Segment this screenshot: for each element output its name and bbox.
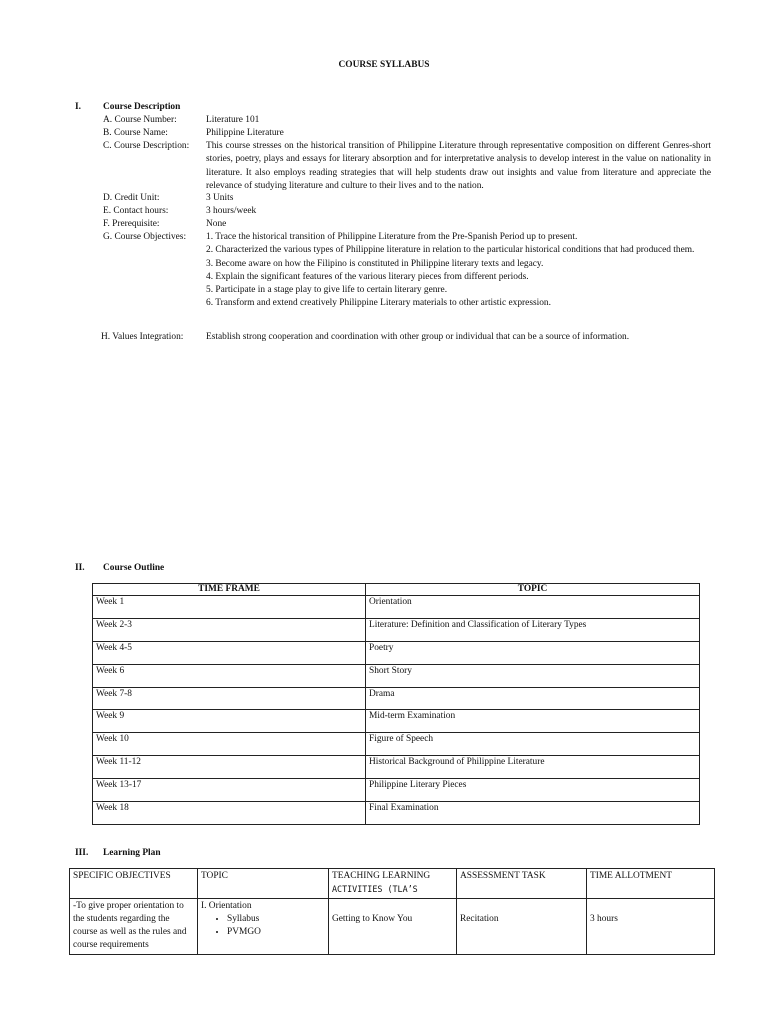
course-name-value: Philippine Literature [206, 128, 284, 138]
topic-title: I. Orientation [201, 900, 252, 911]
topic-cell: Philippine Literary Pieces [366, 779, 700, 802]
objective-item: 6. Transform and extend creatively Philippine Literary materials to other artistic expression. [206, 298, 551, 309]
assessment-cell: Recitation [457, 898, 587, 954]
topic-list [201, 913, 325, 940]
contact-hours-value: 3 hours/week [206, 206, 257, 216]
header-topic: TOPIC [198, 869, 329, 899]
table-row [93, 710, 700, 733]
section-1-label: Course Description [103, 102, 181, 112]
course-number-value: Literature 101 [206, 115, 260, 125]
header-tla [329, 869, 457, 899]
section-2-label: Course Outline [103, 563, 165, 573]
topic-cell: Mid-term Examination [366, 710, 700, 733]
table-row [70, 898, 715, 954]
objectives-cell: -To give proper orientation to the students regarding the course as well as the rules and course requirements [70, 898, 198, 954]
header-tla-line2: ACTIVITIES (TLA’S [332, 884, 418, 895]
time-frame-cell: Week 13-17 [93, 779, 366, 802]
time-frame-cell: Week 4-5 [93, 641, 366, 664]
table-row [93, 756, 700, 779]
section-3-label: Learning Plan [103, 848, 161, 858]
tla-cell: Getting to Know You [329, 898, 457, 954]
table-row [93, 687, 700, 710]
course-objectives-list [206, 231, 711, 311]
course-outline-table [92, 583, 700, 825]
table-header-row [93, 584, 700, 596]
time-frame-cell: Week 1 [93, 596, 366, 619]
header-topic: TOPIC [366, 584, 700, 596]
table-row [93, 618, 700, 641]
time-frame-cell: Week 9 [93, 710, 366, 733]
header-assessment-task: ASSESSMENT TASK [457, 869, 587, 899]
table-row [93, 733, 700, 756]
page-title: COURSE SYLLABUS [338, 60, 430, 70]
table-row [93, 664, 700, 687]
time-frame-cell: Week 2-3 [93, 618, 366, 641]
values-integration-value: Establish strong cooperation and coordination with other group or individual that can be a source of information. [206, 332, 630, 342]
table-row [93, 802, 700, 825]
time-frame-cell: Week 6 [93, 664, 366, 687]
time-frame-cell: Week 10 [93, 733, 366, 756]
time-frame-cell: Week 18 [93, 802, 366, 825]
credit-unit-label: D. Credit Unit: [103, 193, 160, 203]
topic-cell: Poetry [366, 641, 700, 664]
topic-cell: Final Examination [366, 802, 700, 825]
topic-cell: Short Story [366, 664, 700, 687]
header-specific-objectives: SPECIFIC OBJECTIVES [70, 869, 198, 899]
list-item: • Syllabus [227, 913, 325, 926]
topic-cell: Orientation [366, 596, 700, 619]
objective-item: 1. Trace the historical transition of Philippine Literature from the Pre-Spanish Period up to present. [206, 232, 578, 242]
section-1-number: I. [75, 102, 81, 112]
values-integration-label: H. Values Integration: [101, 332, 184, 342]
topic-cell: Drama [366, 687, 700, 710]
topic-cell: Historical Background of Philippine Literature [366, 756, 700, 779]
list-item: • PVMGO [227, 926, 325, 939]
topic-cell: Literature: Definition and Classification of Literary Types [366, 618, 700, 641]
table-row [93, 779, 700, 802]
header-tla-line1: TEACHING LEARNING [332, 871, 431, 881]
time-allotment-cell: 3 hours [587, 898, 715, 954]
table-row [93, 641, 700, 664]
course-description-label: C. Course Description: [103, 141, 190, 151]
table-header-row [70, 869, 715, 899]
prerequisite-label: F. Prerequisite: [103, 219, 160, 229]
course-objectives-label: G. Course Objectives: [103, 232, 187, 242]
objective-item: 4. Explain the significant features of the various literary pieces from different periods. [206, 271, 529, 282]
header-time-frame: TIME FRAME [93, 584, 366, 596]
topic-cell [198, 898, 329, 954]
objective-item: 5. Participate in a stage play to give life to certain literary genre. [206, 285, 448, 296]
course-name-label: B. Course Name: [103, 128, 168, 138]
prerequisite-value: None [206, 219, 227, 229]
objective-item: 3. Become aware on how the Filipino is constituted in Philippine literary texts and legacy. [206, 258, 544, 269]
section-3-number: III. [75, 848, 89, 858]
time-frame-cell: Week 7-8 [93, 687, 366, 710]
contact-hours-label: E. Contact hours: [103, 206, 169, 216]
table-row [93, 596, 700, 619]
objective-item: 2. Characterized the various types of Philippine literature in relation to the particular historical conditions that had produced them. [206, 245, 695, 256]
section-2-number: II. [75, 563, 85, 573]
course-number-label: A. Course Number: [103, 115, 177, 125]
credit-unit-value: 3 Units [206, 193, 234, 203]
learning-plan-table [69, 868, 715, 955]
course-description-value: This course stresses on the historical transition of Philippine Literature through representative composition on different Genres-short stories, poetry, plays and essays for literary absorption and for interpretative analysis to develop interest in the value on nationality in literature. It also employs reading strategies that will help students draw out insights and value from literature and appreciate the relevance of studying literature and culture to their lives and to the nation. [206, 141, 711, 191]
header-time-allotment: TIME ALLOTMENT [587, 869, 715, 899]
topic-cell: Figure of Speech [366, 733, 700, 756]
time-frame-cell: Week 11-12 [93, 756, 366, 779]
